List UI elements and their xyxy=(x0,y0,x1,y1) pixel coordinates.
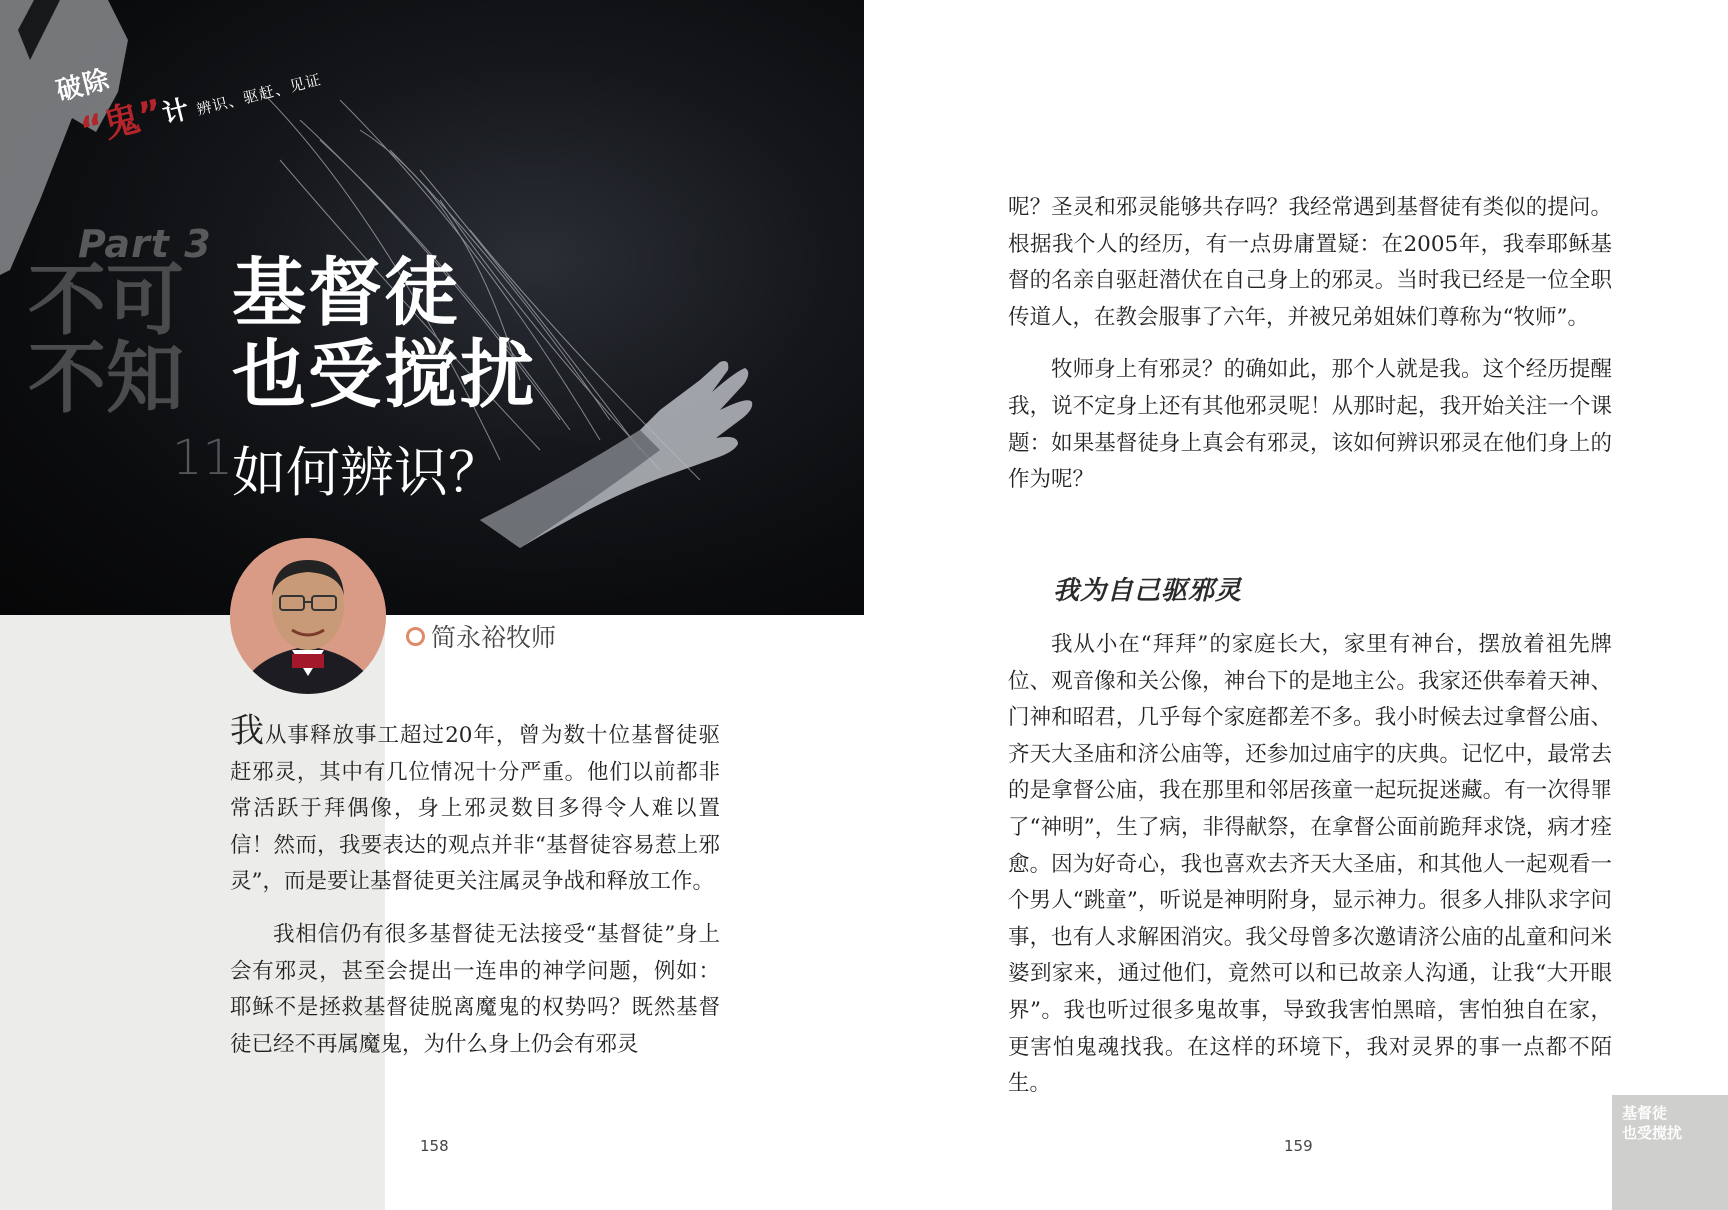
side-tab-line1: 基督徒 xyxy=(1622,1104,1668,1122)
circle-bullet-icon xyxy=(406,627,425,646)
paragraph-1-text: 从事释放事工超过20年，曾为数十位基督徒驱赶邪灵，其中有几位情况十分严重。他们以前都非常活跃于拜偶像，身上邪灵数目多得令人难以置信！然而，我要表达的观点并非“基督徒容易惹上邪灵”，而是要让基督徒更关注属灵争战和释放工作。 xyxy=(230,723,720,895)
author-photo xyxy=(230,538,386,694)
paragraph-3: 呢？圣灵和邪灵能够共存吗？我经常遇到基督徒有类似的提问。根据我个人的经历，有一点毋庸置疑：在2005年，我奉耶稣基督的名亲自驱赶潜伏在自己身上的邪灵。当时我已经是一位全职传道人，在教会服事了六年，并被兄弟姐妹们尊称为“牧师”。 xyxy=(1008,195,1612,330)
series-logo-line2: “鬼” xyxy=(76,92,168,153)
page-number-right: 159 xyxy=(1284,1137,1313,1155)
right-page-text-top xyxy=(1008,190,1612,499)
side-tab-line2: 也受搅扰 xyxy=(1622,1124,1683,1142)
chapter-title-line1: 基督徒 xyxy=(232,250,460,336)
chapter-number: 11 xyxy=(172,430,234,486)
chapter-side-tab xyxy=(1612,1095,1728,1210)
series-logo-line3: 计 xyxy=(159,94,193,130)
section-heading: 我为自己驱邪灵 xyxy=(1053,576,1243,606)
author-name: 简永裕牧师 xyxy=(431,623,557,652)
left-page-text xyxy=(230,711,720,1063)
chapter-banner xyxy=(0,0,864,615)
paragraph-1 xyxy=(230,711,720,901)
author-portrait xyxy=(230,538,386,694)
part-label: Part 3 xyxy=(78,222,212,266)
chapter-title-line2: 也受搅扰 xyxy=(232,332,536,418)
author-byline xyxy=(406,618,556,654)
chapter-subtitle: 如何辨识？ xyxy=(232,441,502,504)
page-number-left: 158 xyxy=(420,1137,449,1155)
paragraph-2: 我相信仍有很多基督徒无法接受“基督徒”身上会有邪灵，甚至会提出一连串的神学问题，例如：耶稣不是拯救基督徒脱离魔鬼的权势吗？既然基督徒已经不再属魔鬼，为什么身上仍会有邪灵 xyxy=(230,921,720,1057)
drop-cap: 我 xyxy=(230,711,266,751)
series-subtitle: 辨识、驱赶、见证 xyxy=(194,70,324,119)
paragraph-4: 牧师身上有邪灵？的确如此，那个人就是我。这个经历提醒我，说不定身上还有其他邪灵呢！从那时起，我开始关注一个课题：如果基督徒身上真会有邪灵，该如何辨识邪灵在他们身上的作为呢？ xyxy=(1008,357,1612,493)
chapter-title xyxy=(232,252,536,416)
right-page-text-bottom xyxy=(1008,627,1612,1103)
series-logo-line1: 破除 xyxy=(53,64,114,107)
paragraph-5: 我从小在“拜拜”的家庭长大，家里有神台，摆放着祖先牌位、观音像和关公像，神台下的是地主公。我家还供奉着天神、门神和昭君，几乎每个家庭都差不多。我小时候去过拿督公庙、齐天大圣庙和济公庙等，还参加过庙宇的庆典。记忆中，最常去的是拿督公庙，我在那里和邻居孩童一起玩捉迷藏。有一次得罪了“神明”，生了病，非得献祭，在拿督公面前跪拜求饶，病才痊愈。因为好奇心，我也喜欢去齐天大圣庙，和其他人一起观看一个男人“跳童”，听说是神明附身，显示神力。很多人排队求字问事，也有人求解困消灾。我父母曾多次邀请济公庙的乩童和问米婆到家来，通过他们，竟然可以和已故亲人沟通，让我“大开眼界”。我也听过很多鬼故事，导致我害怕黑暗，害怕独自在家，更害怕鬼魂找我。在这样的环境下，我对灵界的事一点都不陌生。 xyxy=(1008,632,1612,1097)
section-tag: 不可不知 xyxy=(28,256,185,424)
